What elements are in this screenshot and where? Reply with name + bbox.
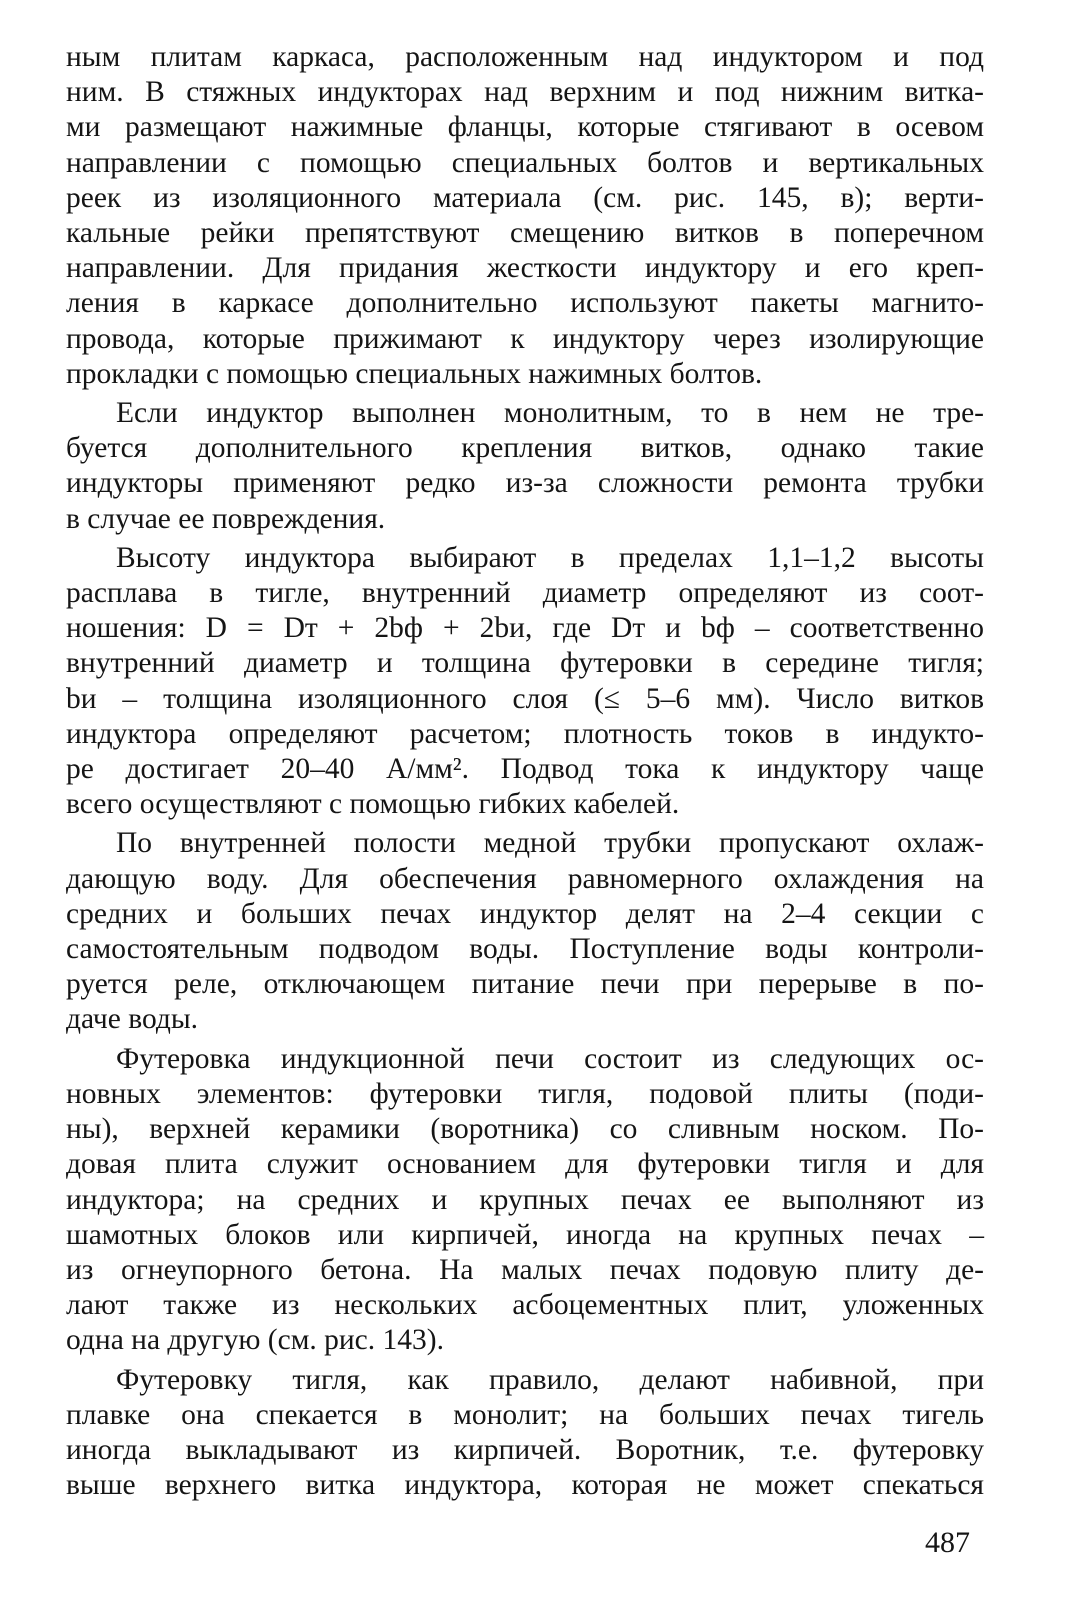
text-line: ления в каркасе дополнительно используют пакеты магнито- bbox=[66, 287, 984, 320]
text-line: направлении. Для придания жесткости индуктору и его креп- bbox=[66, 252, 984, 285]
paragraph-4 bbox=[66, 1042, 984, 1359]
text-line: ны), верхней керамики (воротника) со сливным носком. По- bbox=[66, 1113, 984, 1146]
text-line: самостоятельным подводом воды. Поступление воды контроли- bbox=[66, 933, 984, 966]
text-line: Высоту индуктора выбирают в пределах 1,1–1,2 высоты bbox=[116, 541, 984, 574]
text-line: ре достигает 20–40 А/мм². Подвод тока к индуктору чаще bbox=[66, 753, 984, 786]
text-line: индукторы применяют редко из-за сложности ремонта трубки bbox=[66, 467, 984, 500]
text-line: индуктора; на средних и крупных печах ее выполняют из bbox=[66, 1183, 984, 1216]
paragraph-3 bbox=[66, 826, 984, 1037]
text-line: прокладки с помощью специальных нажимных болтов. bbox=[66, 357, 763, 390]
text-line: реек из изоляционного материала (см. рис. 145, в); верти- bbox=[66, 181, 984, 214]
text-line: Если индуктор выполнен монолитным, то в нем не тре- bbox=[116, 397, 984, 430]
text-line: иногда выкладывают из кирпичей. Воротник, т.е. футеровку bbox=[66, 1433, 984, 1466]
text-line: По внутренней полости медной трубки пропускают охлаж- bbox=[116, 827, 984, 860]
page-number: 487 bbox=[925, 1526, 970, 1559]
text-line: в случае ее повреждения. bbox=[66, 502, 386, 535]
text-line: средних и больших печах индуктор делят на 2–4 секции с bbox=[66, 897, 984, 930]
text-line: ми размещают нажимные фланцы, которые стягивают в осевом bbox=[66, 111, 984, 144]
page-body bbox=[66, 40, 984, 1503]
paragraph-0 bbox=[66, 40, 984, 392]
text-line: дающую воду. Для обеспечения равномерного охлаждения на bbox=[66, 862, 984, 895]
paragraph-5 bbox=[66, 1363, 984, 1504]
text-line: внутренний диаметр и толщина футеровки в середине тигля; bbox=[66, 647, 984, 680]
text-line: индуктора определяют расчетом; плотность токов в индукто- bbox=[66, 717, 984, 750]
text-line: довая плита служит основанием для футеровки тигля и для bbox=[66, 1148, 984, 1181]
text-line: новных элементов: футеровки тигля, подовой плиты (поди- bbox=[66, 1077, 984, 1110]
text-line: лают также из нескольких асбоцементных плит, уложенных bbox=[66, 1289, 984, 1322]
text-line: даче воды. bbox=[66, 1003, 199, 1036]
text-line: выше верхнего витка индуктора, которая не может спекаться bbox=[66, 1469, 984, 1502]
text-line: плавке она спекается в монолит; на больших печах тигель bbox=[66, 1398, 984, 1431]
text-line: Футеровка индукционной печи состоит из следующих ос- bbox=[116, 1042, 984, 1075]
text-line: всего осуществляют с помощью гибких кабелей. bbox=[66, 788, 680, 821]
paragraph-1 bbox=[66, 396, 984, 537]
text-line: из огнеупорного бетона. На малых печах подовую плиту де- bbox=[66, 1253, 984, 1286]
text-line: кальные рейки препятствуют смещению витков в поперечном bbox=[66, 217, 984, 250]
text-line: ным плитам каркаса, расположенным над индуктором и под bbox=[66, 41, 984, 73]
text-line: ношения: D = Dт + 2bф + 2bи, где Dт и bф – соответственно bbox=[66, 612, 984, 645]
text-line: провода, которые прижимают к индуктору через изолирующие bbox=[66, 322, 984, 355]
paragraph-2 bbox=[66, 541, 984, 823]
text-line: Футеровку тигля, как правило, делают набивной, при bbox=[116, 1363, 984, 1396]
text-line: bи – толщина изоляционного слоя (≤ 5–6 мм). Число витков bbox=[66, 682, 984, 715]
text-line: одна на другую (см. рис. 143). bbox=[66, 1324, 444, 1357]
text-line: направлении с помощью специальных болтов и вертикальных bbox=[66, 146, 984, 179]
text-line: расплава в тигле, внутренний диаметр определяют из соот- bbox=[66, 577, 984, 610]
text-line: буется дополнительного крепления витков, однако такие bbox=[66, 432, 984, 465]
text-line: ним. В стяжных индукторах над верхним и под нижним витка- bbox=[66, 76, 984, 109]
text-line: шамотных блоков или кирпичей, иногда на крупных печах – bbox=[66, 1218, 984, 1251]
text-line: руется реле, отключающем питание печи при перерыве в по- bbox=[66, 968, 984, 1001]
